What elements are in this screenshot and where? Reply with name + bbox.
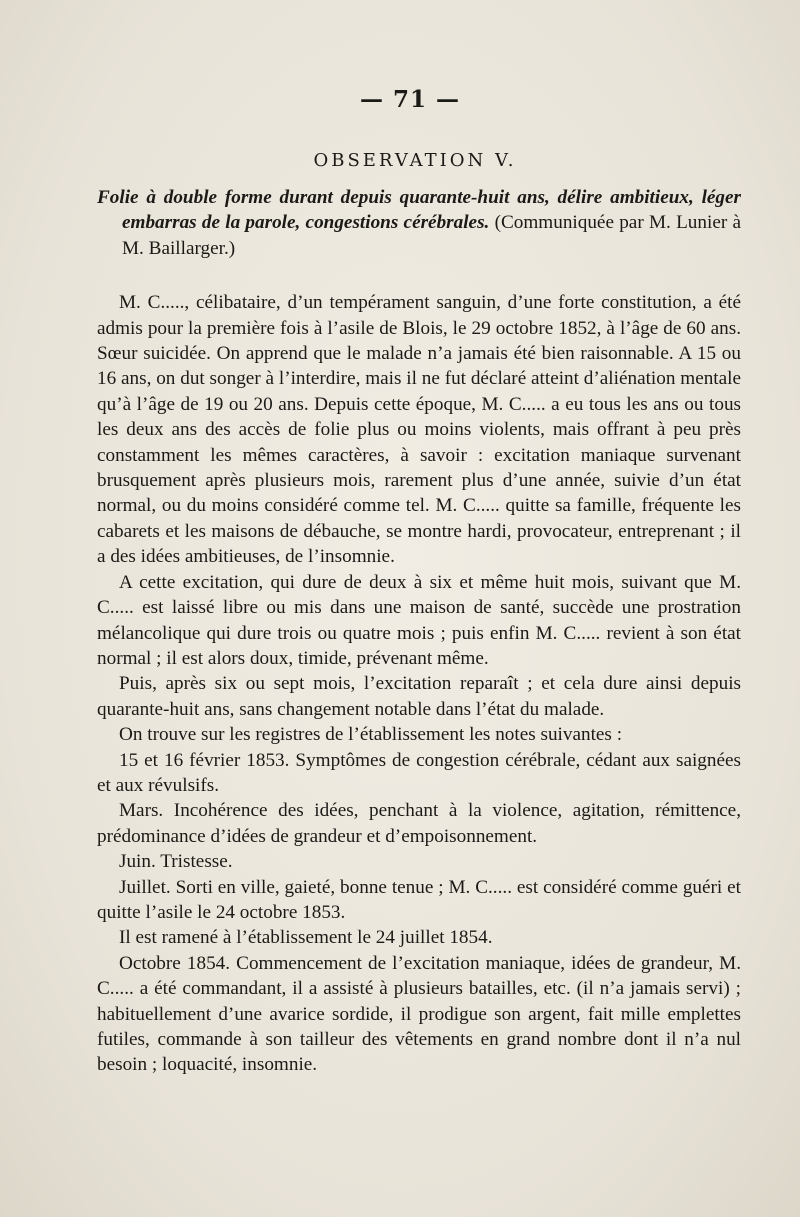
observation-heading: OBSERVATION V.: [313, 150, 517, 171]
subtitle-attribution: (Communiquée par M. Lunier à M. Baillarger.): [122, 212, 741, 259]
paragraph: Puis, après six ou sept mois, l’excitation reparaît ; et cela dure ainsi depuis quarante-huit ans, sans changement notable dans l’état du malade.: [97, 673, 741, 720]
paragraph: Mars. Incohérence des idées, penchant à la violence, agitation, rémittence, prédominance d’idées de grandeur et d’empoisonnement.: [97, 800, 741, 847]
paragraph: On trouve sur les registres de l’établissement les notes suivantes :: [119, 724, 623, 746]
paragraph: A cette excitation, qui dure de deux à six et même huit mois, suivant que M. C..... est laissé libre ou mis dans une maison de santé, succède une prostration mélancolique qui dure trois ou quatre mois ; puis enfin M. C..... revient à son état normal ; il est alors doux, timide, prévenant même.: [97, 571, 741, 669]
paragraph: Octobre 1854. Commencement de l’excitation maniaque, idées de grandeur, M. C..... a été commandant, il a assisté à plusieurs batailles, etc. (il n’a jamais servi) ; habituellement d’une avarice sordide, il prodigue son argent, fait mille emplettes futiles, commande à son tailleur des vêtements en grand nombre dont il n’a nul besoin ; loquacité, insomnie.: [97, 952, 741, 1076]
observation-subtitle: [97, 185, 741, 261]
paragraph: Juin. Tristesse.: [119, 851, 233, 873]
paragraph: Juillet. Sorti en ville, gaieté, bonne tenue ; M. C..... est considéré comme guéri et quitte l’asile le 24 octobre 1853.: [97, 876, 741, 923]
body-text: [97, 185, 741, 1078]
paragraph: 15 et 16 février 1853. Symptômes de congestion cérébrale, cédant aux saignées et aux révulsifs.: [97, 749, 741, 796]
paragraph: Il est ramené à l’établissement le 24 juillet 1854.: [119, 927, 493, 949]
subtitle-italic: Folie à double forme durant depuis quarante-huit ans, délire ambitieux, léger embarras de la parole, congestions cérébrales.: [97, 187, 741, 234]
page-number: — 71 —: [359, 86, 461, 113]
paragraph: M. C....., célibataire, d’un tempérament sanguin, d’une forte constitution, a été admis pour la première fois à l’asile de Blois, le 29 octobre 1852, à l’âge de 60 ans. Sœur suicidée. On apprend que le malade n’a jamais été bien raisonnable. A 15 ou 16 ans, on dut songer à l’interdire, mais il ne fut déclaré atteint d’aliénation mentale qu’à l’âge de 19 ou 20 ans. Depuis cette époque, M. C..... a eu tous les ans ou tous les deux ans des accès de folie plus ou moins violents, mais offrant à peu près constamment les mêmes caractères, à savoir : excitation maniaque survenant brusquement après plusieurs mois, rarement plus d’une année, suivie d’un état normal, ou du moins considéré comme tel. M. C..... quitte sa famille, fréquente les cabarets et les maisons de débauche, se montre hardi, provocateur, entreprenant ; il a des idées ambitieuses, de l’insomnie.: [97, 292, 741, 568]
